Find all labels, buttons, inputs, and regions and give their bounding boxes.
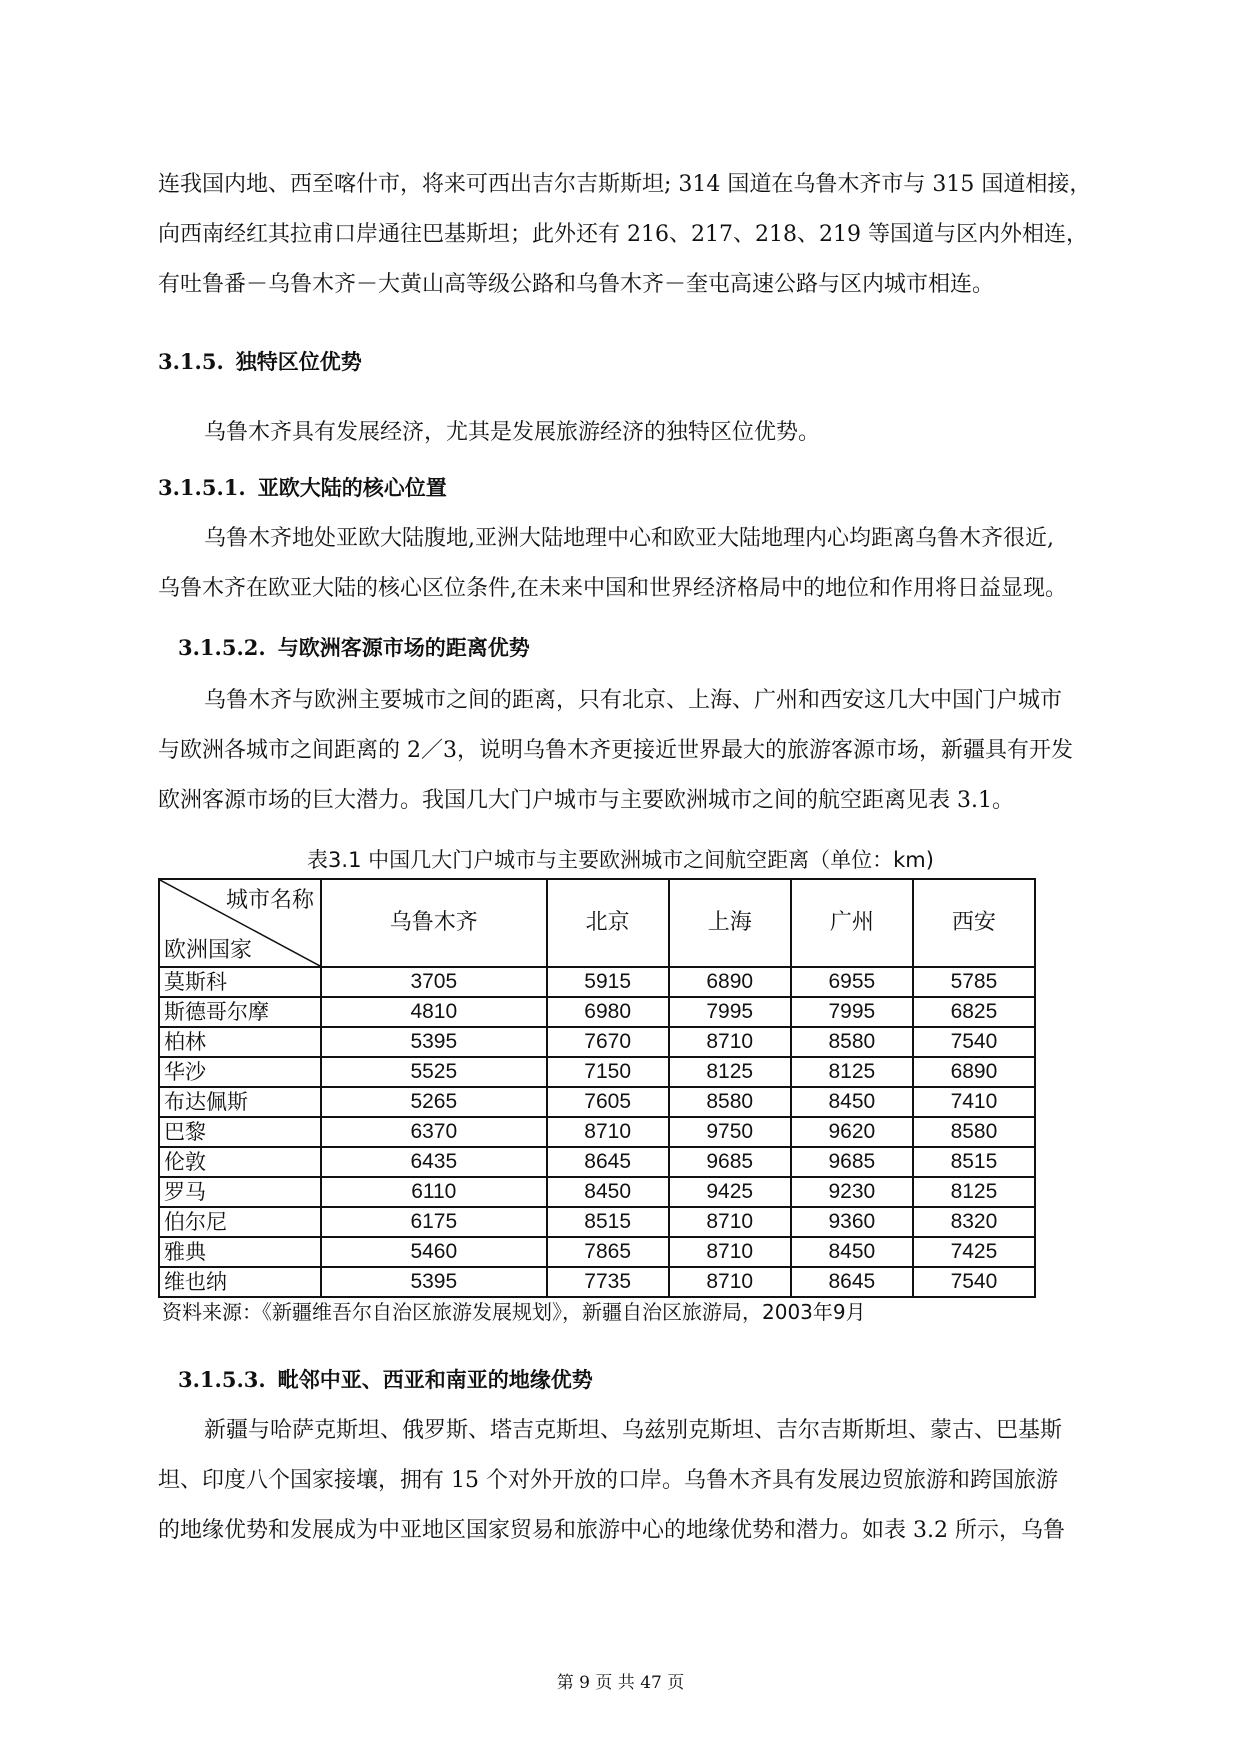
row-city-label: 维也纳 <box>159 1267 321 1297</box>
table-row <box>159 1057 1035 1087</box>
distance-cell: 8515 <box>547 1207 669 1237</box>
section-title: 独特区位优势 <box>235 349 362 374</box>
distance-cell: 7605 <box>547 1087 669 1117</box>
row-city-label: 华沙 <box>159 1057 321 1087</box>
distance-cell: 8710 <box>547 1117 669 1147</box>
section-number: 3.1.5.3. <box>178 1367 266 1392</box>
distance-cell: 5395 <box>321 1027 547 1057</box>
paragraph-geopolitical-advantage <box>158 1406 1088 1556</box>
distance-cell: 5785 <box>913 967 1035 997</box>
text-line: 连我国内地、西至喀什市，将来可西出吉尔吉斯斯坦; 314 国道在乌鲁木齐市与 315 国道相接， <box>158 172 1092 197</box>
table-row <box>159 997 1035 1027</box>
distance-cell: 7995 <box>791 997 913 1027</box>
table-caption: 表3.1 中国几大门户城市与主要欧洲城市之间航空距离（单位：km) <box>307 848 934 872</box>
distance-cell: 4810 <box>321 997 547 1027</box>
row-city-label: 伯尔尼 <box>159 1207 321 1237</box>
distance-cell: 6435 <box>321 1147 547 1177</box>
distance-cell: 6825 <box>913 997 1035 1027</box>
section-number: 3.1.5.1. <box>158 475 246 500</box>
text-line: 欧洲客源市场的巨大潜力。我国几大门户城市与主要欧洲城市之间的航空距离见表 3.1。 <box>158 788 1014 813</box>
distance-cell: 9685 <box>669 1147 791 1177</box>
distance-cell: 8645 <box>547 1147 669 1177</box>
table-corner-cell <box>159 879 321 967</box>
table-row <box>159 1267 1035 1297</box>
distance-cell: 7995 <box>669 997 791 1027</box>
distance-cell: 5395 <box>321 1267 547 1297</box>
distance-cell: 6890 <box>669 967 791 997</box>
text-line: 乌鲁木齐在欧亚大陆的核心区位条件,在未来中国和世界经济格局中的地位和作用将日益显现。 <box>158 576 1067 601</box>
section-heading-3-1-5 <box>158 346 362 376</box>
distance-cell: 5460 <box>321 1237 547 1267</box>
row-city-label: 雅典 <box>159 1237 321 1267</box>
column-header: 乌鲁木齐 <box>321 879 547 967</box>
distance-cell: 7670 <box>547 1027 669 1057</box>
section-heading-3-1-5-2 <box>178 632 530 662</box>
table-row <box>159 1177 1035 1207</box>
text-line: 的地缘优势和发展成为中亚地区国家贸易和旅游中心的地缘优势和潜力。如表 3.2 所示，乌鲁 <box>158 1518 1065 1543</box>
section-heading-3-1-5-1 <box>158 472 447 502</box>
table-row <box>159 967 1035 997</box>
distance-cell: 8320 <box>913 1207 1035 1237</box>
row-city-label: 巴黎 <box>159 1117 321 1147</box>
section-title: 与欧洲客源市场的距离优势 <box>277 635 530 660</box>
section-number: 3.1.5.2. <box>178 635 266 660</box>
distance-cell: 7150 <box>547 1057 669 1087</box>
distance-cell: 5915 <box>547 967 669 997</box>
distance-cell: 7540 <box>913 1267 1035 1297</box>
text-line: 坦、印度八个国家接壤，拥有 15 个对外开放的口岸。乌鲁木齐具有发展边贸旅游和跨国旅游 <box>158 1468 1058 1493</box>
column-header: 广州 <box>791 879 913 967</box>
distance-cell: 7540 <box>913 1027 1035 1057</box>
row-city-label: 伦敦 <box>159 1147 321 1177</box>
text-line: 乌鲁木齐具有发展经济，尤其是发展旅游经济的独特区位优势。 <box>204 420 821 445</box>
table-row <box>159 1237 1035 1267</box>
column-header: 上海 <box>669 879 791 967</box>
corner-label-europe: 欧洲国家 <box>164 938 253 963</box>
paragraph-core-location <box>158 514 1088 614</box>
distance-cell: 7735 <box>547 1267 669 1297</box>
distance-cell: 6110 <box>321 1177 547 1207</box>
distance-cell: 9750 <box>669 1117 791 1147</box>
table-row <box>159 1207 1035 1237</box>
distance-cell: 8710 <box>669 1267 791 1297</box>
distance-table <box>158 878 1036 1298</box>
distance-cell: 9620 <box>791 1117 913 1147</box>
distance-cell: 8450 <box>791 1087 913 1117</box>
distance-cell: 7425 <box>913 1237 1035 1267</box>
column-header: 西安 <box>913 879 1035 967</box>
text-line: 新疆与哈萨克斯坦、俄罗斯、塔吉克斯坦、乌兹别克斯坦、吉尔吉斯斯坦、蒙古、巴基斯 <box>204 1418 1063 1443</box>
row-city-label: 罗马 <box>159 1177 321 1207</box>
distance-cell: 5525 <box>321 1057 547 1087</box>
text-line: 与欧洲各城市之间距离的 2／3，说明乌鲁木齐更接近世界最大的旅游客源市场，新疆具有开发 <box>158 738 1073 763</box>
table-source-note: 资料来源：《新疆维吾尔自治区旅游发展规划》，新疆自治区旅游局，2003年9月 <box>162 1300 866 1324</box>
distance-cell: 6370 <box>321 1117 547 1147</box>
distance-cell: 6955 <box>791 967 913 997</box>
distance-cell: 9685 <box>791 1147 913 1177</box>
distance-cell: 8580 <box>791 1027 913 1057</box>
row-city-label: 斯德哥尔摩 <box>159 997 321 1027</box>
distance-cell: 8450 <box>547 1177 669 1207</box>
page-footer: 第 9 页 共 47 页 <box>556 1673 685 1693</box>
distance-cell: 8580 <box>669 1087 791 1117</box>
paragraph-location-advantage <box>158 408 1088 458</box>
distance-cell: 7410 <box>913 1087 1035 1117</box>
paragraph-distance-advantage <box>158 676 1088 826</box>
row-city-label: 布达佩斯 <box>159 1087 321 1117</box>
distance-cell: 9425 <box>669 1177 791 1207</box>
table-row <box>159 1147 1035 1177</box>
distance-cell: 8125 <box>669 1057 791 1087</box>
section-title: 毗邻中亚、西亚和南亚的地缘优势 <box>277 1367 593 1392</box>
distance-cell: 7865 <box>547 1237 669 1267</box>
distance-cell: 8710 <box>669 1207 791 1237</box>
table-row <box>159 1117 1035 1147</box>
table-row <box>159 1027 1035 1057</box>
text-line: 乌鲁木齐地处亚欧大陆腹地,亚洲大陆地理中心和欧亚大陆地理内心均距离乌鲁木齐很近, <box>204 526 1054 551</box>
section-number: 3.1.5. <box>158 349 224 374</box>
table-header-row <box>159 879 1035 967</box>
distance-cell: 9230 <box>791 1177 913 1207</box>
corner-label-city: 城市名称 <box>225 888 314 913</box>
distance-cell: 6890 <box>913 1057 1035 1087</box>
text-line: 乌鲁木齐与欧洲主要城市之间的距离，只有北京、上海、广州和西安这几大中国门户城市 <box>204 688 1063 713</box>
table-body <box>159 967 1035 1297</box>
section-heading-3-1-5-3 <box>178 1364 593 1394</box>
paragraph-transport <box>158 160 1092 310</box>
table-row <box>159 1087 1035 1117</box>
row-city-label: 柏林 <box>159 1027 321 1057</box>
distance-cell: 8580 <box>913 1117 1035 1147</box>
text-line: 向西南经红其拉甫口岸通往巴基斯坦；此外还有 216、217、218、219 等国道与区内外相连， <box>158 222 1088 247</box>
distance-cell: 9360 <box>791 1207 913 1237</box>
column-header: 北京 <box>547 879 669 967</box>
distance-cell: 8645 <box>791 1267 913 1297</box>
distance-cell: 8515 <box>913 1147 1035 1177</box>
distance-cell: 3705 <box>321 967 547 997</box>
distance-cell: 6980 <box>547 997 669 1027</box>
text-line: 有吐鲁番－乌鲁木齐－大黄山高等级公路和乌鲁木齐－奎屯高速公路与区内城市相连。 <box>158 272 995 297</box>
section-title: 亚欧大陆的核心位置 <box>257 475 447 500</box>
distance-cell: 8125 <box>913 1177 1035 1207</box>
distance-cell: 5265 <box>321 1087 547 1117</box>
distance-cell: 8710 <box>669 1237 791 1267</box>
distance-cell: 8125 <box>791 1057 913 1087</box>
distance-cell: 6175 <box>321 1207 547 1237</box>
row-city-label: 莫斯科 <box>159 967 321 997</box>
distance-cell: 8710 <box>669 1027 791 1057</box>
distance-cell: 8450 <box>791 1237 913 1267</box>
